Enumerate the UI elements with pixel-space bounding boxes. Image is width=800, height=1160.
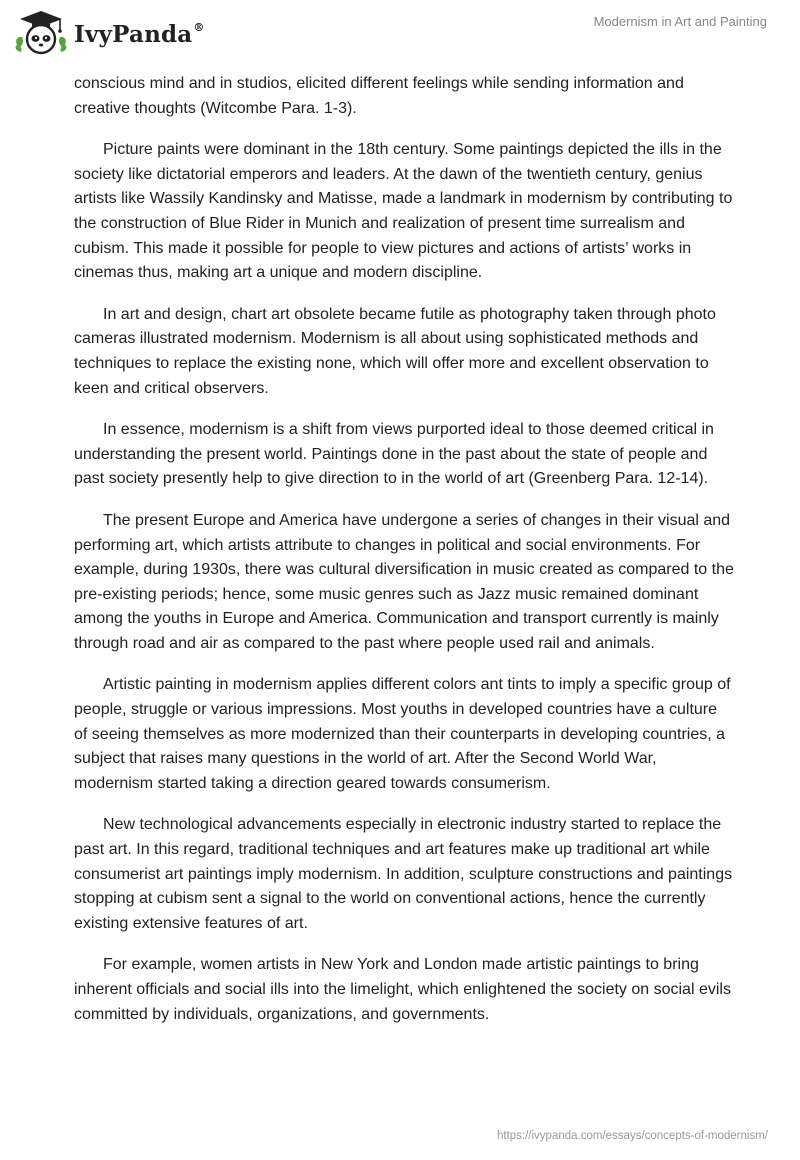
paragraph: In essence, modernism is a shift from views purported ideal to those deemed critical in understanding the present world. Paintings done in the past about the state of people and past society presently help to give direction to in the world of art (Greenberg Para. 12-14). — [74, 421, 714, 488]
paragraph: Artistic painting in modernism applies different colors ant tints to imply a specific group of people, struggle or various impressions. Most youths in developed countries have a culture of seeing themselves as more modernized than their counterparts in developing countries, a subject that raises many questions in the world of art. After the Second World War, modernism started taking a direction geared towards consumerism. — [74, 676, 731, 792]
paragraph: Picture paints were dominant in the 18th century. Some paintings depicted the ills in the society like dictatorial emperors and leaders. At the dawn of the twentieth century, genius artists like Wassily Kandinsky and Matisse, made a landmark in modernism by contributing to the construction of Blue Rider in Munich and realization of present time surrealism and cubism. This made it possible for people to view pictures and actions of artists’ works in cinemas thus, making art a unique and modern discipline. — [74, 141, 733, 282]
page-header — [0, 0, 800, 64]
ivypanda-logo[interactable] — [12, 8, 205, 56]
brand-text: IvyPanda — [74, 20, 193, 48]
paragraph: For example, women artists in New York and London made artistic paintings to bring inherent officials and social ills into the limelight, which enlightened the society on social evils committed by individuals, organizations, and governments. — [74, 956, 731, 1023]
source-url-link[interactable]: https://ivypanda.com/essays/concepts-of-modernism/ — [496, 1130, 768, 1142]
document-title: Modernism in Art and Painting — [593, 14, 767, 29]
registered-mark: ® — [193, 20, 205, 34]
essay-body — [74, 72, 734, 1044]
paragraph: The present Europe and America have undergone a series of changes in their visual and performing art, which artists attribute to changes in political and social environments. For example, during 1930s, there was cultural diversification in music created as compared to the pre-existing periods; hence, some music genres such as Jazz music remained dominant among the youths in Europe and America. Communication and transport currently is mainly through road and air as compared to the past where people used rail and animals. — [74, 511, 734, 652]
brand-name — [74, 21, 205, 48]
paragraph: In art and design, chart art obsolete became futile as photography taken through photo cameras illustrated modernism. Modernism is all about using sophisticated methods and techniques to replace the existing none, which will offer more and excellent observation to keen and critical observers. — [74, 305, 716, 397]
paragraph: New technological advancements especially in electronic industry started to replace the past art. In this regard, traditional techniques and art features make up traditional art while consumerist art paintings imply modernism. In addition, sculpture constructions and paintings stopping at cubism sent a signal to the world on conventional actions, hence the currently existing extensive features of art. — [74, 816, 733, 932]
paragraph: conscious mind and in studios, elicited different feelings while sending information and creative thoughts (Witcombe Para. 1-3). — [74, 75, 684, 117]
panda-icon — [12, 8, 70, 56]
